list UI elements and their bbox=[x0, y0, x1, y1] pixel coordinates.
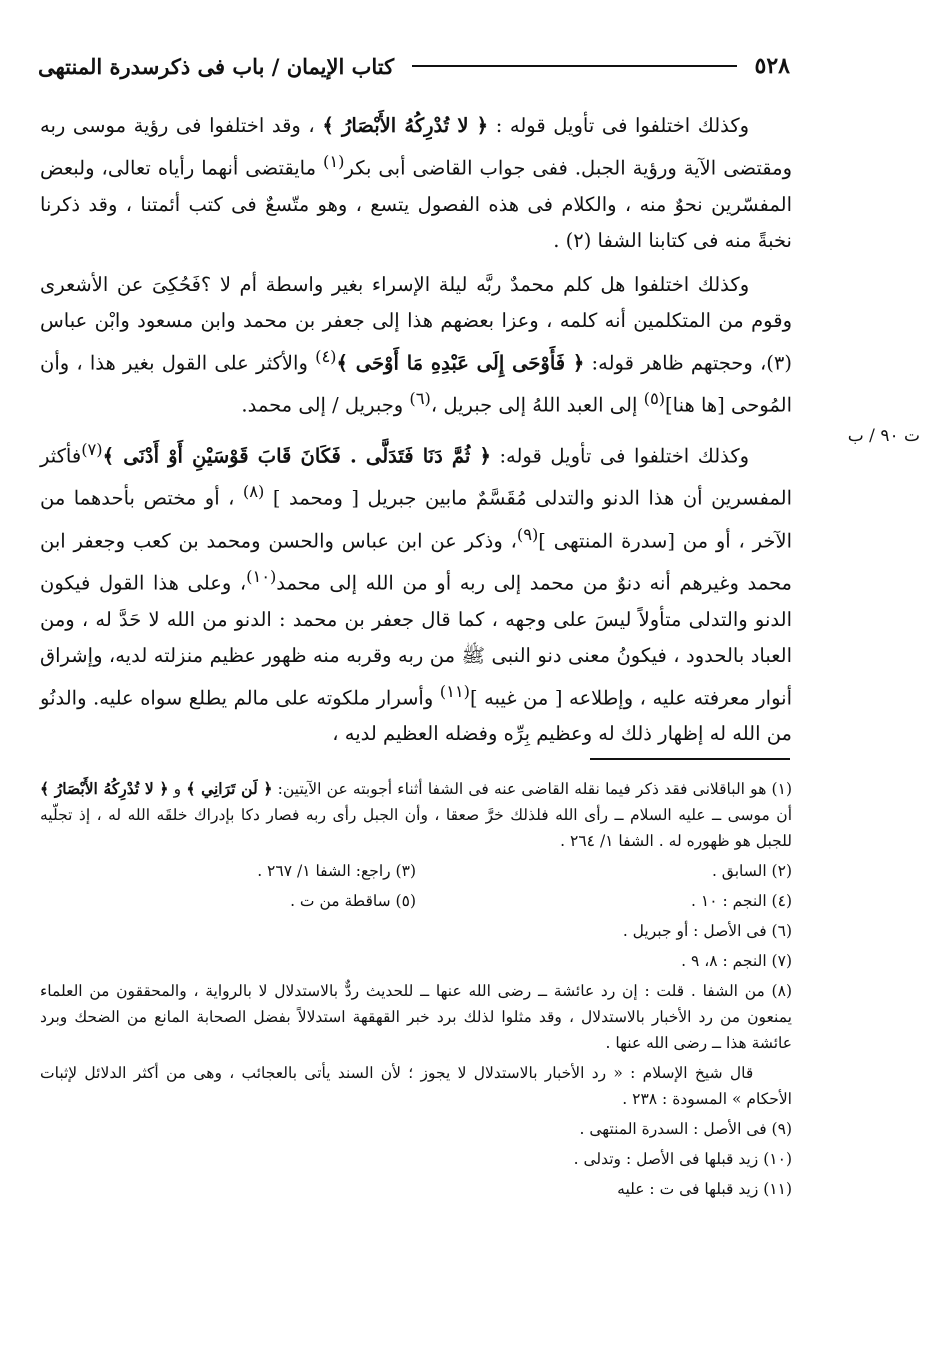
text-run: وكذلك اختلفوا فى تأويل قوله : bbox=[488, 114, 750, 137]
footnote-3: (٣) راجع: الشفا ١/ ٢٦٧ . bbox=[257, 862, 416, 880]
text-run: وكذلك اختلفوا فى تأويل قوله: bbox=[490, 444, 750, 467]
page-number: ٥٢٨ bbox=[754, 53, 790, 79]
text-run: إلى العبد اللهُ إلى جبريل ، bbox=[430, 393, 644, 417]
quran-quote: ﴿ لَن تَرَانِي ﴾ bbox=[186, 779, 273, 798]
footnote-11: (١١) زيد قبلها فى ت : عليه bbox=[617, 1180, 792, 1198]
running-header bbox=[38, 46, 790, 86]
footnote-ref: (٨) bbox=[242, 482, 265, 501]
footnote-ref: (١٠) bbox=[246, 567, 277, 586]
text-run: وجبريل / إلى محمد. bbox=[241, 393, 410, 417]
footnote-ref: (١١) bbox=[439, 681, 470, 701]
footnote-text: أن موسى ــ عليه السلام ــ رأى الله فلذلك خرَّ صعقا ، وأن الجبل رأى ربه فصار دكا بإدراك خلقَه الله له ، إذ تجلّيه للجبل هو ظهوره له . الشفا ١/ ٢٦٤ . bbox=[40, 806, 792, 850]
footnote-9: (٩) فى الأصل : السدرة المنتهى . bbox=[579, 1120, 792, 1138]
text-run: ، وعلى هذا القول فيكون الدنو والتدلى متأولاً ليسَ على وجهه ، كما قال جعفر بن محمد : الدنو من الله لا حَدَّ له ، ومن العباد بالحدود ، فيكونُ معنى دنو النبى ﷺ من ربه وقربه منه ظهور عظيم منزلته لديه، وإشراق أنوار معرفته عليه ، وإطلاعه [ من غيبه ] bbox=[40, 571, 793, 709]
quran-quote: ﴿ ثُمَّ دَنَا فَتَدَلَّى . فَكَانَ قَابَ قَوْسَيْنِ أَوْ أَدْنَى ﴾ bbox=[102, 444, 491, 467]
footnote-2: (٢) السابق . bbox=[711, 862, 792, 880]
footnote-4: (٤) النجم : ١٠ . bbox=[691, 892, 792, 910]
footnote-ref: (٧) bbox=[81, 439, 103, 459]
paragraph-3 bbox=[40, 432, 792, 753]
text-run: وكذلك اختلفوا هل كلم محمدٌ ربَّه ليلة الإسراء بغير واسطة أم لا ؟فَحُكِىَ عن الأشعرى وقوم من المتكلمين أنه كلمه ، وعزا بعضهم هذا إلى جعفر بن محمد وابن مسعود وابْن عباس bbox=[40, 272, 792, 332]
text-run: . bbox=[553, 228, 566, 252]
text-run: وأسرار ملكوته على مالم يطلع سواه عليه. والدنُو من الله له إظهار ذلك له وعظيم بِرِّه وفضله العظيم لديه ، bbox=[40, 686, 792, 745]
text-run: والأكثر على القول بغير هذا ، وأن المُوحى [ها هنا] bbox=[40, 351, 792, 417]
text-run: مايقتضى أنهما رأياه تعالى، ولبعض المفسّرين نحوٌ منه ، والكلام فى هذه الفصول يتسع ، وهو متّسعٌ فى كتب أئمتنا ، وقد ذكرنا نخبةً منه فى كتابنا الشفا bbox=[40, 156, 792, 252]
quran-quote: ﴿ فَأَوْحَى إِلَى عَبْدِهِ مَا أَوْحَى ﴾ bbox=[336, 351, 585, 374]
paragraph-1 bbox=[40, 108, 792, 259]
footnote-5: (٥) ساقطة من ت . bbox=[290, 892, 416, 910]
footnote-ref: (٩) bbox=[516, 524, 539, 544]
footnote-8-continued: قال شيخ الإسلام : « رد الأخبار بالاستدلال لا يجوز ؛ لأن السند يأتى بالعجائب ، وهى من أكثر الدلائل لإثبات الأحكام » المسودة : ٢٣٨ . bbox=[40, 1064, 792, 1108]
header-title: كتاب الإيمان / باب فى ذكرسدرة المنتهى bbox=[38, 53, 395, 79]
footnote-ref: (٥) bbox=[643, 389, 666, 408]
footnote-ref: (١) bbox=[323, 152, 345, 171]
footnote-6: (٦) فى الأصل : أو جبريل . bbox=[622, 922, 792, 940]
footnote-ref: (٢) bbox=[565, 228, 592, 252]
text-run: ، أو مختص بأحدهما من الآخر ، أو من [سدرة المنتهى ] bbox=[40, 486, 792, 552]
footnote-text: (١) هو الباقلانى فقد ذكر فيما نقله القاضى عنه فى الشفا أثناء أجوبته عن الآيتين: bbox=[272, 780, 792, 798]
paragraph-2 bbox=[40, 267, 792, 424]
header-rule bbox=[412, 65, 736, 67]
footnote-8: (٨) من الشفا . قلت : إن رد عائشة ــ رضى الله عنها ــ للحديث ردٌّ بالاستدلال لا بالرواية ، والمحققون من العلماء يمنعون من رد الأخبار بالاستدلال ، وقد مثلوا لذلك برد خبر القهقهة استدلالاً بفضل الصحابة المانع من الضحك وبرد عائشة هذا ــ رضى الله عنها . bbox=[40, 982, 792, 1052]
text-run: ، وقد اختلفوا فى رؤية موسى ربه ومقتضى الآية ورؤية الجبل. ففى جواب القاضى أبى بكر bbox=[40, 114, 792, 180]
footnote-7: (٧) النجم : ٨، ٩ . bbox=[681, 952, 792, 970]
quran-quote: ﴿ لا تُدْرِكُهُ الأَبْصَارُ ﴾ bbox=[40, 779, 169, 798]
footnote-ref: (٦) bbox=[409, 389, 431, 408]
footnote-10: (١٠) زيد قبلها فى الأصل : وتدلى . bbox=[573, 1150, 792, 1168]
footnote-1 bbox=[40, 776, 792, 854]
footnote-ref: (٣) bbox=[766, 351, 792, 374]
text-run: فأكثر المفسرين أن هذا الدنو والتدلى مُقَسَّمٌ مابين جبريل [ ومحمد ] bbox=[40, 444, 792, 510]
footnote-ref: (٤) bbox=[315, 346, 337, 366]
footnote-text: و bbox=[168, 780, 187, 798]
footnote-row bbox=[40, 888, 792, 914]
margin-folio-note: ت ٩٠ / ب bbox=[847, 426, 920, 446]
text-run: ، وحجتهم ظاهر قوله: bbox=[584, 351, 767, 374]
footnote-divider bbox=[590, 758, 790, 760]
main-text bbox=[40, 108, 792, 760]
footnote-row bbox=[40, 858, 792, 884]
text-run: ، وذكر عن ابن عباس والحسن ومحمد بن كعب وجعفر ابن محمد وغيرهم أنه دنوٌ من محمد إلى ربه أو من الله إلى محمد bbox=[40, 529, 792, 595]
quran-quote: ﴿ لا تُدْرِكُهُ الأَبْصَارُ ﴾ bbox=[322, 114, 489, 137]
footnotes bbox=[40, 776, 792, 1206]
